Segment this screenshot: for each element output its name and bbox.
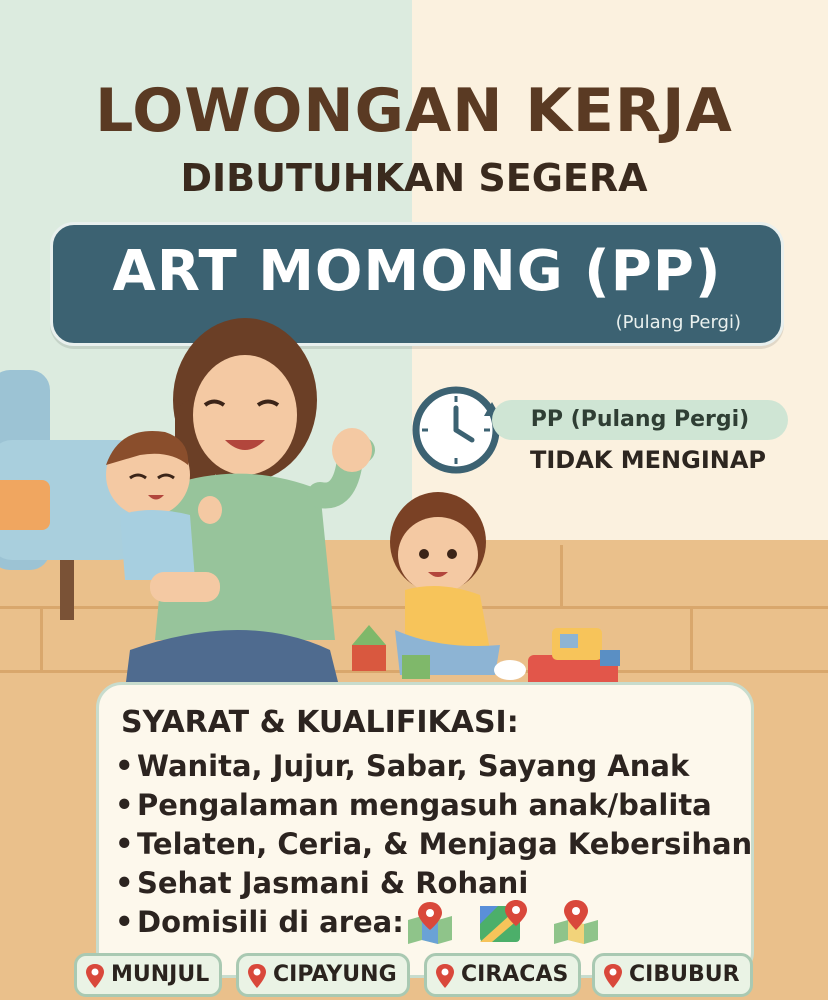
list-item-text: Domisili di area: — [137, 905, 404, 939]
list-item: • Wanita, Jujur, Sabar, Sayang Anak — [115, 749, 690, 783]
list-item-text: Telaten, Ceria, & Menjaga Kebersihan — [137, 827, 753, 861]
area-chip-ciracas — [424, 953, 581, 997]
list-item: • Telaten, Ceria, & Menjaga Kebersihan — [115, 827, 753, 861]
page-subtitle: DIBUTUHKAN SEGERA — [180, 156, 648, 200]
list-item-text: Wanita, Jujur, Sabar, Sayang Anak — [137, 749, 690, 783]
google-maps-icon — [478, 898, 530, 944]
list-item-text: Sehat Jasmani & Rohani — [137, 866, 529, 900]
schedule-note: TIDAK MENGINAP — [530, 446, 766, 474]
map-icon — [550, 898, 602, 944]
area-label: CIRACAS — [461, 962, 569, 987]
list-item: • Pengalaman mengasuh anak/balita — [115, 788, 712, 822]
girl — [390, 492, 526, 680]
area-chip-cipayung — [236, 953, 410, 997]
area-label: CIPAYUNG — [273, 962, 397, 987]
list-item-text: Pengalaman mengasuh anak/balita — [137, 788, 712, 822]
family-illustration — [0, 310, 828, 730]
map-pin-icon — [435, 963, 455, 989]
schedule-pill: PP (Pulang Pergi) — [492, 400, 788, 440]
area-chip-munjul — [74, 953, 222, 997]
clock-icon — [408, 382, 504, 478]
area-chip-cibubur — [592, 953, 753, 997]
page-title: LOWONGAN KERJA — [95, 76, 733, 146]
map-pin-icon — [85, 963, 105, 989]
map-pin-icon — [603, 963, 623, 989]
map-pin-icon — [247, 963, 267, 989]
list-item: • Domisili di area: — [115, 905, 404, 939]
area-label: CIBUBUR — [629, 962, 740, 987]
requirements-heading: SYARAT & KUALIFIKASI: — [121, 705, 519, 740]
list-item: • Sehat Jasmani & Rohani — [115, 866, 529, 900]
position-title: ART MOMONG (PP) — [112, 239, 722, 304]
position-note: (Pulang Pergi) — [615, 312, 741, 333]
map-icon — [404, 898, 456, 944]
area-label: MUNJUL — [111, 962, 210, 987]
